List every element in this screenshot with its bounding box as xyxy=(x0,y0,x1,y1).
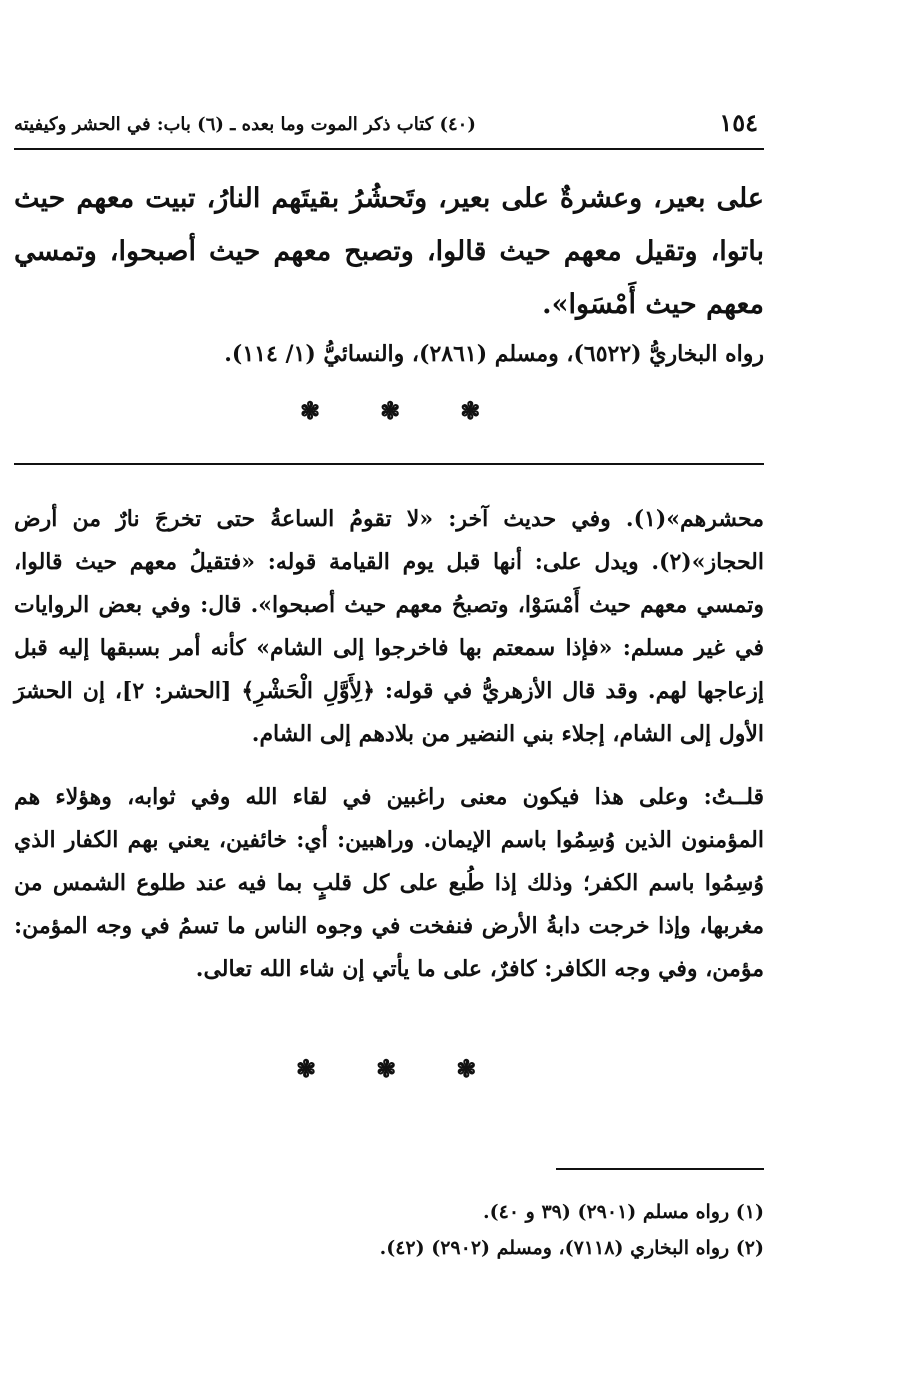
footnote-2: (٢) رواه البخاري (٧١١٨)، ومسلم (٢٩٠٢) (٤٢). xyxy=(379,1237,764,1259)
running-head: (٤٠) كتاب ذكر الموت وما بعده ـ (٦) باب: في الحشر وكيفيته xyxy=(14,114,476,135)
asterisk-icon: ❃ xyxy=(380,396,401,425)
page-header xyxy=(14,108,764,142)
hadith-text: على بعير، وعشرةٌ على بعير، وتَحشُرُ بقيتَهم النارُ، تبيت معهم حيث باتوا، وتقيل معهم حيث قالوا، وتصبح معهم حيث أصبحوا، وتمسي معهم حيث أَمْسَوا». xyxy=(14,183,764,320)
commentary-paragraph-1: محشرهم»(١). وفي حديث آخر: «لا تقومُ الساعةُ حتى تخرجَ نارٌ من أرض الحجاز»(٢). ويدل على: أنها قبل يوم القيامة قوله: «فتقيلُ معهم حيث قالوا، وتمسي معهم حيث أَمْسَوْا، وتصبحُ معهم حيث أصبحوا». قال: وفي بعض الروايات في غير مسلم: «فإذا سمعتم بها فاخرجوا إلى الشام» كأنه أمر بسبقها إليه قبل إزعاجها لهم. وقد قال الأزهريُّ في قوله: ﴿لِأَوَّلِ الْحَشْرِ﴾ [الحشر: ٢]، إن الحشرَ الأول إلى الشام، إجلاء بني النضير من بلادهم إلى الشام. xyxy=(14,506,764,747)
header-rule xyxy=(14,148,764,150)
asterisk-icon: ❃ xyxy=(300,396,321,425)
asterisk-icon: ❃ xyxy=(376,1054,397,1083)
asterisk-icon: ❃ xyxy=(460,396,481,425)
footnote-1: (١) رواه مسلم (٢٩٠١) (٣٩ و ٤٠). xyxy=(483,1201,764,1223)
footnote-rule xyxy=(556,1168,764,1170)
asterisk-icon: ❃ xyxy=(456,1054,477,1083)
asterisk-icon: ❃ xyxy=(296,1054,317,1083)
hadith-citation: رواه البخاريُّ (٦٥٢٢)، ومسلم (٢٨٦١)، والنسائيُّ (١/ ١١٤). xyxy=(224,341,764,367)
section-divider-rule xyxy=(14,463,764,465)
section-separator-bottom xyxy=(266,1054,506,1083)
section-separator-top xyxy=(270,396,510,425)
page-number: ١٥٤ xyxy=(719,108,758,137)
commentary-paragraph-2: قلــتُ: وعلى هذا فيكون معنى راغبين في لقاء الله وفي ثوابه، وهؤلاء هم المؤمنون الذين وُسِمُوا باسم الإيمان. وراهبين: أي: خائفين، يعني بهم الكفار الذي وُسِمُوا باسم الكفر؛ وذلك إذا طُبع على كل قلبٍ بما فيه عند طلوع الشمس من مغربها، وإذا خرجت دابةُ الأرض فنفخت في وجوه الناس ما تسمُ في وجه المؤمن: مؤمن، وفي وجه الكافر: كافرٌ، على ما يأتي إن شاء الله تعالى. xyxy=(14,784,764,982)
